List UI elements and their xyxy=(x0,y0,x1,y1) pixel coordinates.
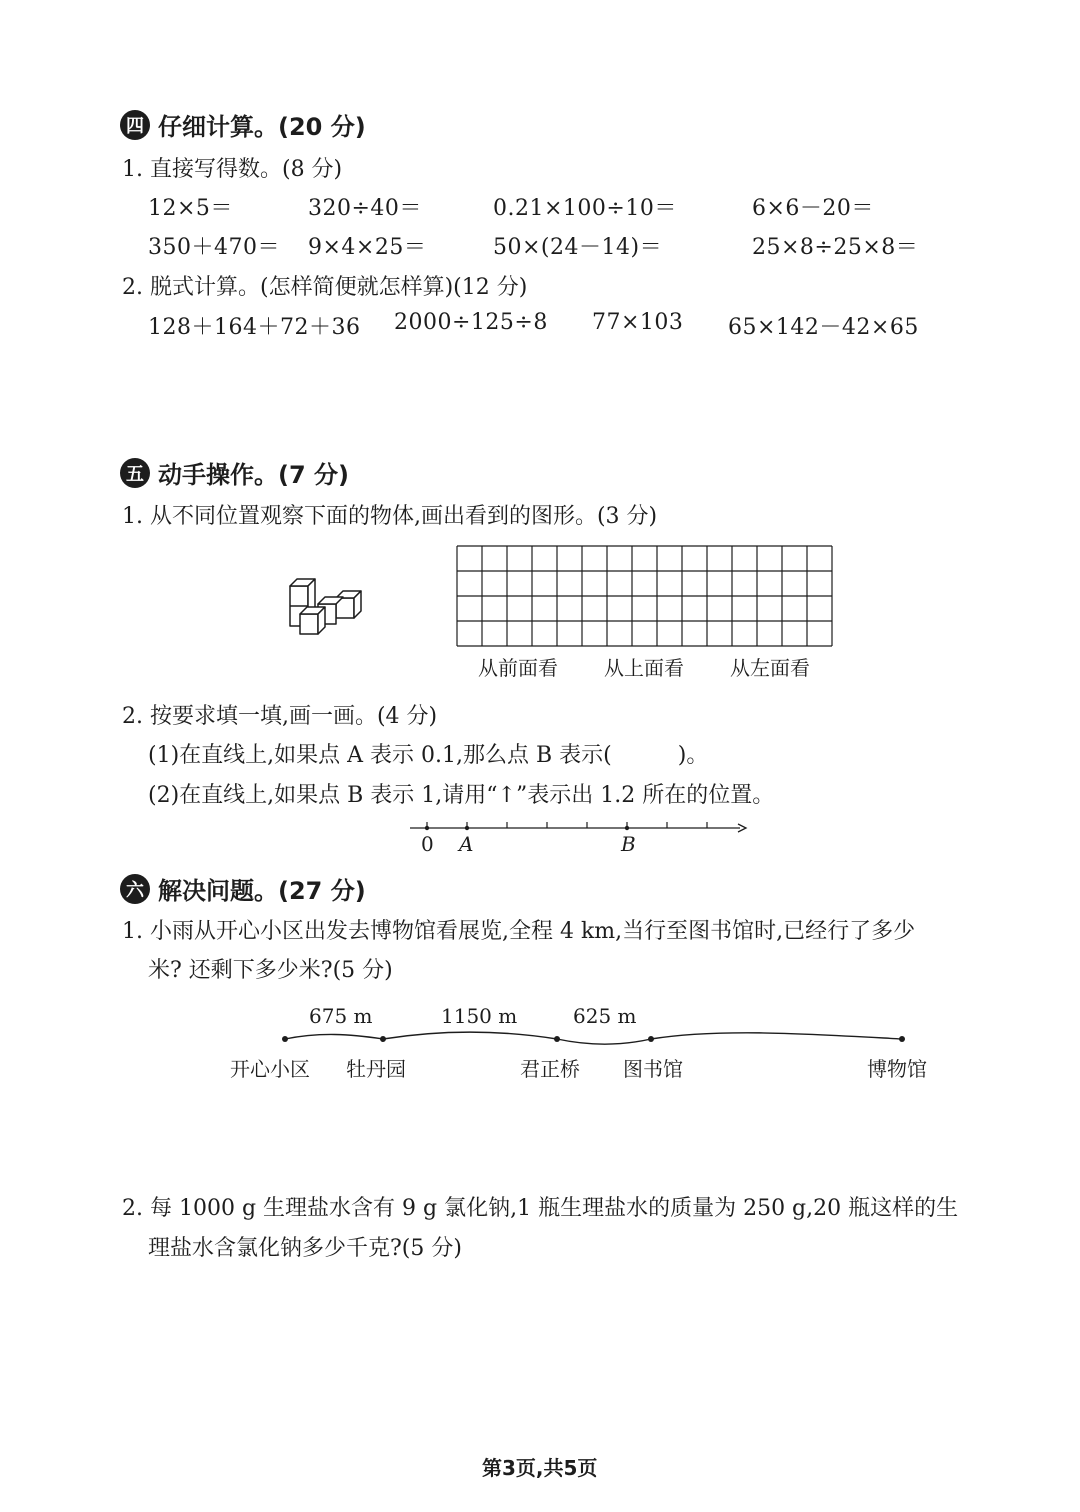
grid-label-top: 从上面看 xyxy=(604,656,684,680)
point-a xyxy=(465,826,469,830)
section-4-badge: 四 xyxy=(120,110,150,140)
calc-item: 0.21×100÷10＝ xyxy=(493,196,677,221)
place-label: 图书馆 xyxy=(623,1057,683,1081)
section-4-heading: 仔细计算。(20 分) xyxy=(158,113,366,141)
place-label: 牡丹园 xyxy=(346,1057,406,1081)
route-point xyxy=(899,1036,905,1042)
route-point xyxy=(648,1036,654,1042)
s5-q2-prompt: 2. 按要求填一填,画一画。(4 分) xyxy=(122,704,438,729)
calc-item: 12×5＝ xyxy=(148,196,233,221)
point-b xyxy=(625,826,629,830)
route-point xyxy=(554,1036,560,1042)
distance-label: 675 m xyxy=(309,1004,373,1028)
grid-label-left: 从左面看 xyxy=(730,656,810,680)
section-5-badge: 五 xyxy=(120,458,150,488)
section-4-title xyxy=(120,107,366,142)
calc-item: 350＋470＝ xyxy=(148,235,280,260)
section-5-title xyxy=(120,455,349,490)
drawing-grid xyxy=(455,544,835,648)
calc-item: 50×(24－14)＝ xyxy=(493,235,663,260)
nl-label-zero: 0 xyxy=(421,832,434,856)
page-footer: 第3页,共5页 xyxy=(482,1456,598,1480)
step-calc-item: 2000÷125÷8 xyxy=(394,310,548,335)
route-point xyxy=(380,1036,386,1042)
s6-q2-line1: 2. 每 1000 g 生理盐水含有 9 g 氯化钠,1 瓶生理盐水的质量为 250 g,20 瓶这样的生 xyxy=(122,1196,959,1221)
section-6-badge: 六 xyxy=(120,874,150,904)
place-label: 君正桥 xyxy=(520,1057,580,1081)
calc-item: 25×8÷25×8＝ xyxy=(752,235,919,260)
step-calc-item: 77×103 xyxy=(592,310,684,335)
place-label: 博物馆 xyxy=(867,1057,927,1081)
calc-item: 320÷40＝ xyxy=(308,196,422,221)
step-calc-item: 128＋164＋72＋36 xyxy=(148,315,361,340)
section-6-heading: 解决问题。(27 分) xyxy=(158,877,366,905)
section-5-heading: 动手操作。(7 分) xyxy=(158,461,349,489)
nl-label-b: B xyxy=(621,832,636,856)
step-calc-item: 65×142－42×65 xyxy=(728,315,919,340)
s4-q1-prompt: 1. 直接写得数。(8 分) xyxy=(122,157,343,182)
s6-q1-line2: 米? 还剩下多少米?(5 分) xyxy=(148,958,393,983)
nl-label-a: A xyxy=(459,832,474,856)
point-zero xyxy=(425,826,429,830)
s5-q2-sub1: (1)在直线上,如果点 A 表示 0.1,那么点 B 表示( )。 xyxy=(148,743,709,768)
distance-label: 1150 m xyxy=(441,1004,518,1028)
cube-figure xyxy=(284,572,384,642)
s6-q2-line2: 理盐水含氯化钠多少千克?(5 分) xyxy=(148,1236,462,1261)
s5-q2-sub2: (2)在直线上,如果点 B 表示 1,请用“↑”表示出 1.2 所在的位置。 xyxy=(148,783,775,808)
calc-item: 6×6－20＝ xyxy=(752,196,874,221)
number-line xyxy=(405,815,750,855)
section-6-title xyxy=(120,871,366,906)
distance-label: 625 m xyxy=(573,1004,637,1028)
s5-q1-prompt: 1. 从不同位置观察下面的物体,画出看到的图形。(3 分) xyxy=(122,504,658,529)
route-point xyxy=(282,1036,288,1042)
calc-item: 9×4×25＝ xyxy=(308,235,427,260)
s6-q1-line1: 1. 小雨从开心小区出发去博物馆看展览,全程 4 km,当行至图书馆时,已经行了多少 xyxy=(122,919,916,944)
place-label: 开心小区 xyxy=(230,1057,310,1081)
grid-label-front: 从前面看 xyxy=(478,656,558,680)
s4-q2-prompt: 2. 脱式计算。(怎样简便就怎样算)(12 分) xyxy=(122,275,528,300)
